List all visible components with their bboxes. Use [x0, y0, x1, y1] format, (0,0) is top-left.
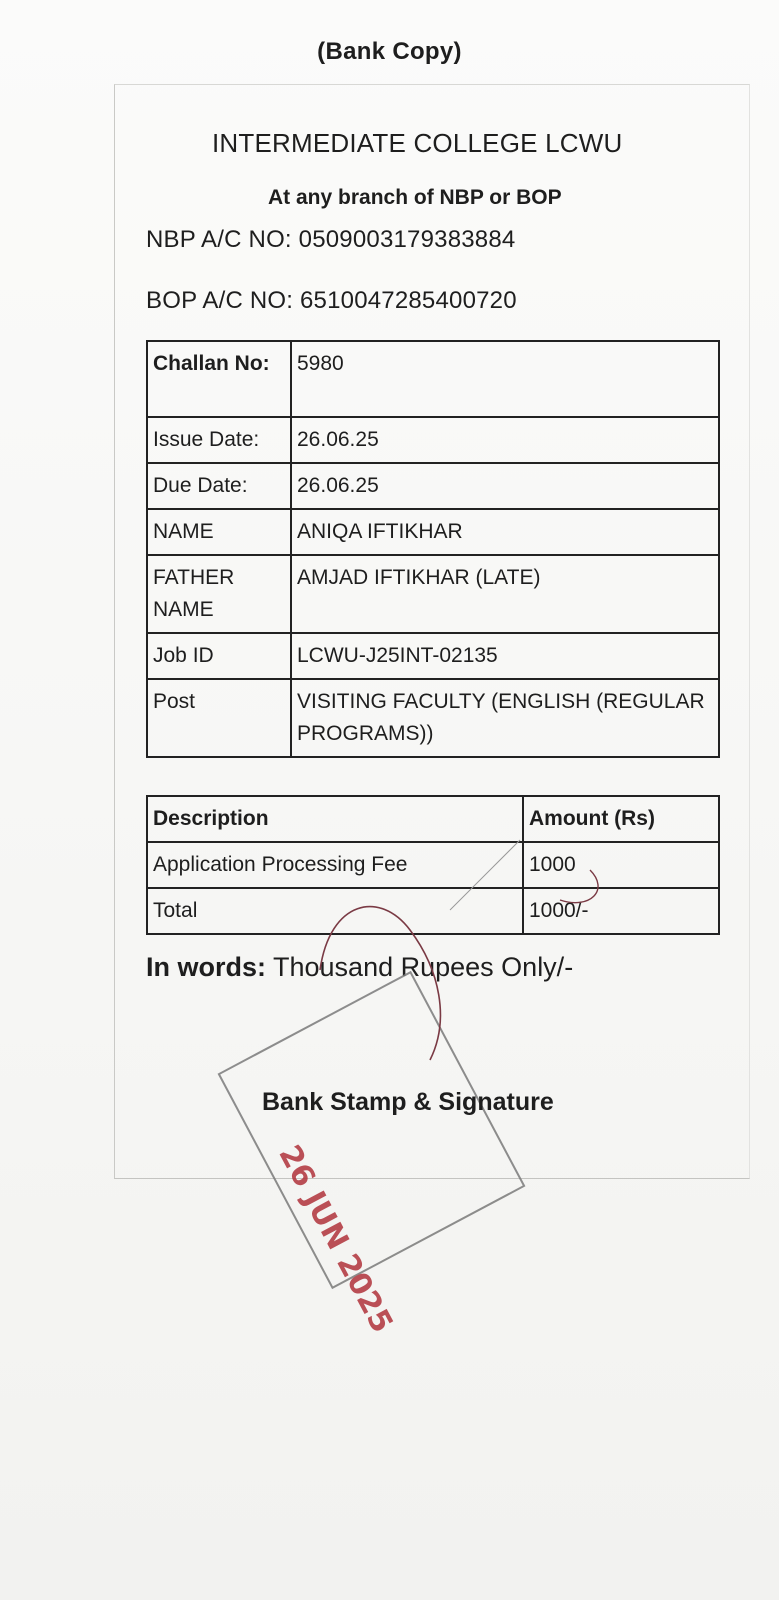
father-name-value: AMJAD IFTIKHAR (LATE) — [291, 555, 719, 633]
table-row — [147, 679, 719, 757]
challan-no-value: 5980 — [291, 341, 719, 417]
issue-date-value: 26.06.25 — [291, 417, 719, 463]
copy-label: (Bank Copy) — [317, 38, 462, 65]
in-words-value: Thousand Rupees Only/- — [273, 952, 574, 982]
table-row — [147, 463, 719, 509]
due-date-value: 26.06.25 — [291, 463, 719, 509]
job-id-value: LCWU-J25INT-02135 — [291, 633, 719, 679]
college-name: INTERMEDIATE COLLEGE LCWU — [212, 128, 623, 158]
description-header: Description — [147, 796, 523, 842]
name-value: ANIQA IFTIKHAR — [291, 509, 719, 555]
total-amount: 1000/- — [523, 888, 719, 934]
stamp-date: 26 JUN 2025 — [271, 1139, 400, 1339]
table-row — [147, 842, 719, 888]
table-row — [147, 633, 719, 679]
bank-stamp-signature-label: Bank Stamp & Signature — [262, 1088, 554, 1116]
table-row — [147, 417, 719, 463]
amount-in-words — [146, 952, 573, 983]
fee-description: Application Processing Fee — [147, 842, 523, 888]
table-row — [147, 888, 719, 934]
table-row — [147, 509, 719, 555]
post-label: Post — [147, 679, 291, 757]
job-id-label: Job ID — [147, 633, 291, 679]
bop-account-number: BOP A/C NO: 6510047285400720 — [146, 287, 517, 314]
post-value: VISITING FACULTY (ENGLISH (REGULAR PROGRAMS)) — [291, 679, 719, 757]
fee-amount: 1000 — [523, 842, 719, 888]
fee-table — [146, 795, 720, 935]
due-date-label: Due Date: — [147, 463, 291, 509]
nbp-account-number: NBP A/C NO: 0509003179383884 — [146, 226, 516, 253]
name-label: NAME — [147, 509, 291, 555]
father-name-label: FATHER NAME — [147, 555, 291, 633]
challan-info-table — [146, 340, 720, 758]
amount-header: Amount (Rs) — [523, 796, 719, 842]
challan-no-label: Challan No: — [147, 341, 291, 417]
in-words-label: In words: — [146, 952, 266, 982]
total-label: Total — [147, 888, 523, 934]
table-row — [147, 341, 719, 417]
table-row — [147, 555, 719, 633]
issue-date-label: Issue Date: — [147, 417, 291, 463]
table-header-row — [147, 796, 719, 842]
branch-note: At any branch of NBP or BOP — [268, 186, 562, 209]
